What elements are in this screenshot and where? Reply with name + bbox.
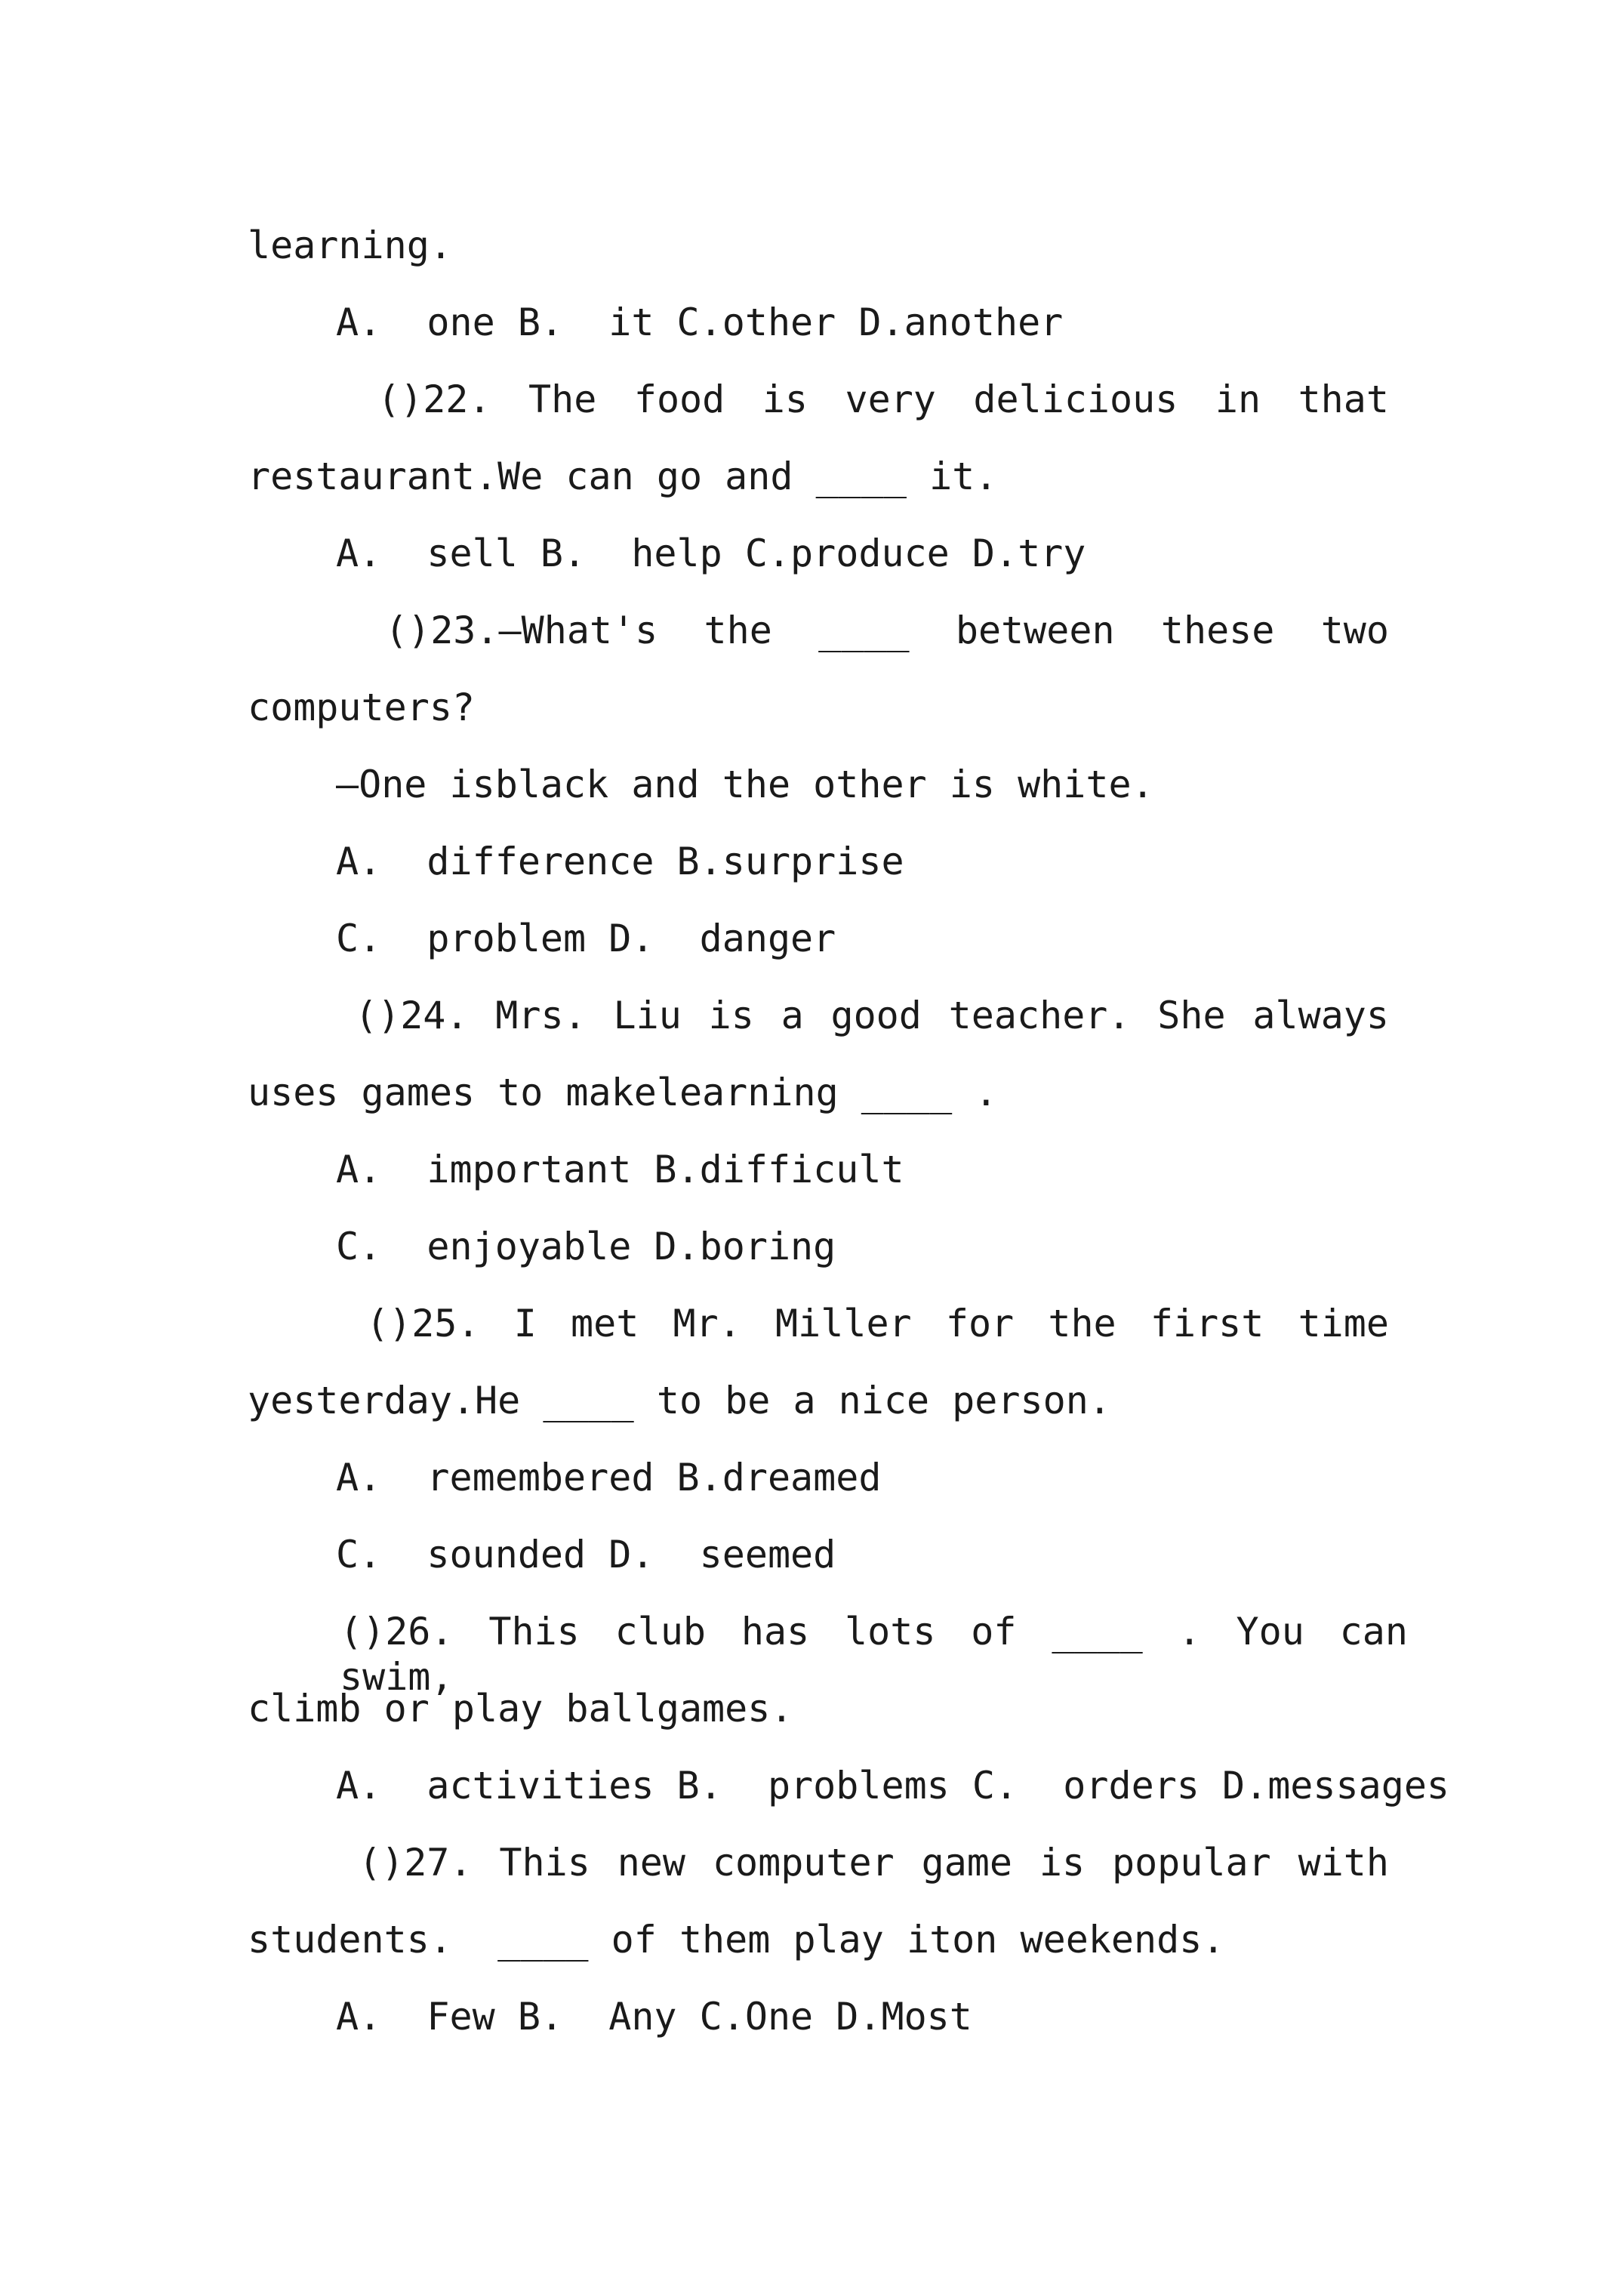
question-21-continuation: learning. xyxy=(248,223,452,267)
question-23-stem-cont: computers? xyxy=(248,686,476,729)
question-26-stem-cont: climb or play ballgames. xyxy=(248,1687,793,1730)
question-23-reply: —One isblack and the other is white. xyxy=(336,763,1154,806)
question-24-options-ab: A. important B.difficult xyxy=(336,1148,904,1191)
question-24-stem: ()24. Mrs. Liu is a good teacher. She always xyxy=(355,994,1389,1037)
question-25-stem: ()25. I met Mr. Miller for the first time xyxy=(366,1302,1389,1345)
question-27-stem: ()27. This new computer game is popular with xyxy=(359,1841,1389,1885)
question-24-stem-cont: uses games to makelearning ____ . xyxy=(248,1071,998,1114)
question-26-options: A. activities B. problems C. orders D.messages xyxy=(336,1764,1450,1808)
question-22-stem: ()22. The food is very delicious in that xyxy=(377,378,1389,421)
question-23-options-cd: C. problem D. danger xyxy=(336,917,836,960)
question-23-stem: ()23.—What's the ____ between these two xyxy=(385,609,1389,652)
question-23-options-ab: A. difference B.surprise xyxy=(336,840,904,883)
question-22-options: A. sell B. help C.produce D.try xyxy=(336,532,1086,575)
question-21-options: A. one B. it C.other D.another xyxy=(336,300,1064,344)
question-25-stem-cont: yesterday.He ____ to be a nice person. xyxy=(248,1379,1111,1422)
question-27-stem-cont: students. ____ of them play iton weekends. xyxy=(248,1918,1225,1962)
question-26-stem: ()26. This club has lots of ____ . You can swim, xyxy=(340,1610,1408,1699)
question-25-options-cd: C. sounded D. seemed xyxy=(336,1533,836,1576)
question-22-stem-cont: restaurant.We can go and ____ it. xyxy=(248,455,998,498)
question-24-options-cd: C. enjoyable D.boring xyxy=(336,1225,836,1268)
question-27-options: A. Few B. Any C.One D.Most xyxy=(336,1995,972,2039)
question-25-options-ab: A. remembered B.dreamed xyxy=(336,1456,882,1499)
